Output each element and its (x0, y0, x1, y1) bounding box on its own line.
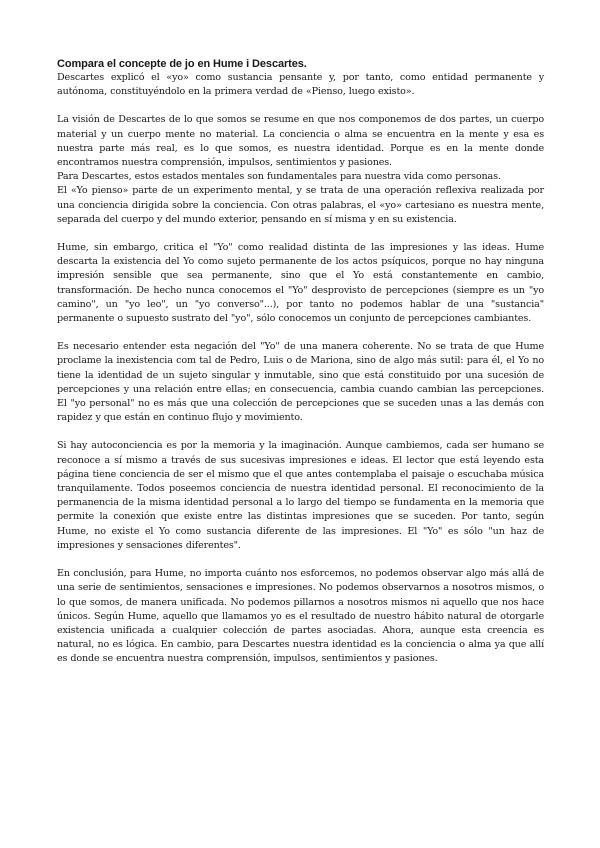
paragraph-spacer (57, 326, 544, 340)
paragraph-conclusion: En conclusión, para Hume, no importa cuánto nos esforcemos, no podemos observar algo más allá de una serie de sentimientos, sensaciones e impresiones. No podemos observarnos a nosotros mismos, o lo que somos, de manera unificada. No podemos pillarnos a nosotros mismos ni aquello que nos hace únicos. Según Hume, aquello que llamamos yo es el resultado de nuestro hábito natural de otorgarle existencia unificada a cualquier colección de partes asociadas. Ahora, aunque esta creencia es natural, no es lógica. En cambio, para Descartes nuestra identidad es la conciencia o alma ya que allí es donde se encuentra nuestra comprensión, impulsos, sentimientos y pasiones. (57, 568, 544, 665)
document-page (57, 57, 544, 667)
paragraph-yo-pienso: El «Yo pienso» parte de un experimento mental, y se trata de una operación reflexiva realizada por una conciencia dirigida sobre la conciencia. Con otras palabras, el «yo» cartesiano es nuestra mente, separada del cuerpo y del mundo exterior, pensando en sí misma y en su existencia. (57, 185, 544, 225)
document-title: Compara el concepte de jo en Hume i Descartes. (57, 58, 307, 70)
paragraph-autoconciencia: Si hay autoconciencia es por la memoria y la imaginación. Aunque cambiemos, cada ser humano se reconoce a sí mismo a través de sus sucesivas impresiones e ideas. El lector que está leyendo esta página tiene conciencia de ser el mismo que el que antes contemplaba el paisaje o escuchaba música tranquilamente. Todos poseemos conciencia de nuestra identidad personal. El reconocimiento de la permanencia de la misma identidad personal a lo largo del tiempo se fundamenta en la memoria que permite la conexión que existe entre las distintas impresiones que se suceden. Por tanto, según Hume, no existe el Yo como sustancia diferente de las impresiones. El "Yo" es sólo "un haz de impresiones y sensaciones diferentes". (57, 440, 544, 551)
paragraph-spacer (57, 425, 544, 439)
paragraph-descartes-vision: La visión de Descartes de lo que somos se resume en que nos componemos de dos partes, un cuerpo material y un cuerpo mente no material. La conciencia o alma se encuentra en la mente y esa es nuestra parte más real, es lo que somos, es nuestra identidad. Porque es en la mente donde encontramos nuestra comprensión, impulsos, sentimientos y pasiones. (57, 114, 544, 169)
paragraph-spacer (57, 99, 544, 113)
paragraph-descartes-intro: Descartes explicó el «yo» como sustancia pensante y, por tanto, como entidad permanente y autónoma, constituyéndolo en la primera verdad de «Pienso, luego existo». (57, 72, 544, 98)
paragraph-spacer (57, 553, 544, 567)
paragraph-descartes-mental-states: Para Descartes, estos estados mentales son fundamentales para nuestra vida como personas. (57, 171, 501, 183)
paragraph-negation-yo: Es necesario entender esta negación del "Yo" de una manera coherente. No se trata de que Hume proclame la inexistencia com tal de Pedro, Luis o de Mariona, sino de algo más sutil: para él, el Yo no tiene la identidad de un sujeto singular y inmutable, sino que está constituido por una sucesión de percepciones y una relación entre ellas; en consecuencia, cambia cuando cambian las percepciones. El "yo personal" no es más que una colección de percepciones que se suceden unas a las demás con rapidez y que están en continuo flujo y movimiento. (57, 341, 544, 424)
paragraph-hume-critique: Hume, sin embargo, critica el "Yo" como realidad distinta de las impresiones y las ideas. Hume descarta la existencia del Yo como sujeto permanente de los actos psíquicos, porque no hay ninguna impresión sensible que sea permanente, sino que el Yo está constantemente en cambio, transformación. De hecho nunca conocemos el "Yo" desprovisto de percepciones (siempre es un "yo camino", un "yo leo", un "yo converso"...), por tanto no podemos hablar de una "sustancia" permanente o supuesto sustrato del "yo", sólo conocemos un conjunto de percepciones cambiantes. (57, 242, 544, 325)
paragraph-spacer (57, 227, 544, 241)
